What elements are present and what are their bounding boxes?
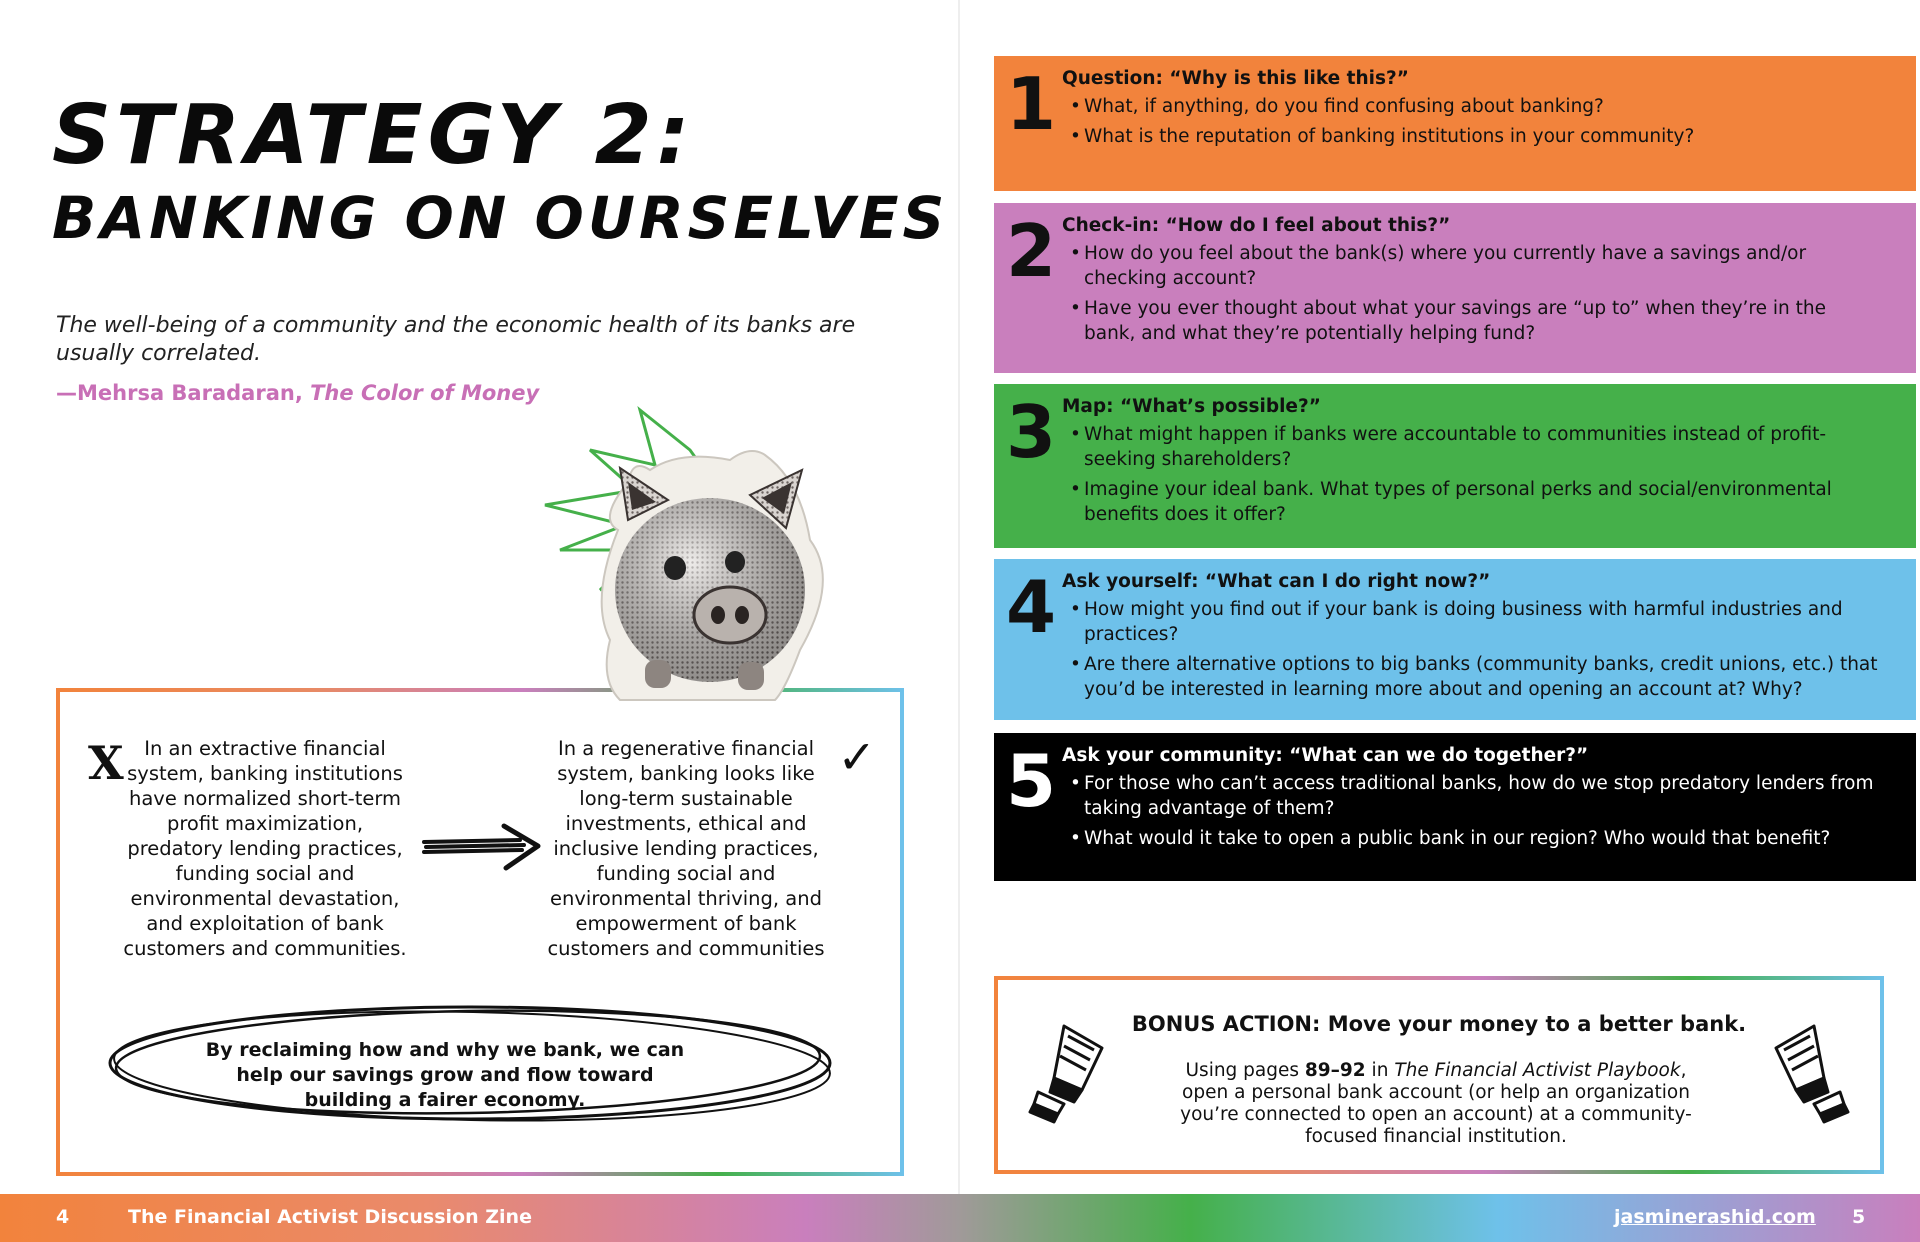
x-icon: X bbox=[88, 736, 124, 790]
footer-bar bbox=[0, 1194, 1920, 1242]
page-number-right: 5 bbox=[1852, 1206, 1866, 1228]
bonus-action-box bbox=[994, 976, 1884, 1174]
comparison-box bbox=[56, 688, 904, 1176]
attribution-author: —Mehrsa Baradaran, bbox=[56, 381, 311, 405]
check-icon: ✓ bbox=[837, 730, 876, 784]
page-subtitle: BANKING ON OURSELVES bbox=[52, 184, 949, 252]
card-list bbox=[1062, 94, 1882, 154]
right-page bbox=[960, 0, 1920, 1194]
card-heading: Ask yourself: “What can I do right now?” bbox=[1062, 571, 1491, 592]
card-list bbox=[1062, 771, 1882, 856]
card-list bbox=[1062, 422, 1882, 532]
card-question bbox=[994, 56, 1916, 191]
extractive-text: In an extractive financial system, banking institutions have normalized short-term profit maximization, predatory lending practices, funding social and environmental devastation, and exploitation of bank customers and communities. bbox=[123, 737, 407, 960]
card-ask-yourself bbox=[994, 559, 1916, 720]
bonus-text-part: , open a personal bank account (or help an organization you’re connected to open an account) at a community-focused financial institution. bbox=[1180, 1060, 1692, 1147]
list-item: • What, if anything, do you find confusing about banking? bbox=[1062, 94, 1882, 119]
card-number: 2 bbox=[1006, 209, 1057, 293]
bonus-book: The Financial Activist Playbook bbox=[1394, 1060, 1681, 1081]
list-item: • For those who can’t access traditional banks, how do we stop predatory lenders from taking advantage of them? bbox=[1062, 771, 1882, 821]
card-list bbox=[1062, 241, 1882, 351]
card-heading: Check-in: “How do I feel about this?” bbox=[1062, 215, 1451, 236]
list-item: • Imagine your ideal bank. What types of personal perks and social/environmental benefits does it offer? bbox=[1062, 477, 1882, 527]
bonus-pages: 89–92 bbox=[1304, 1060, 1366, 1081]
zine-title: The Financial Activist Discussion Zine bbox=[128, 1206, 532, 1228]
card-map bbox=[994, 384, 1916, 548]
quote: The well-being of a community and the economic health of its banks are usually correlated. bbox=[56, 313, 856, 366]
list-item: • How do you feel about the bank(s) where you currently have a savings and/or checking account? bbox=[1062, 241, 1882, 291]
card-ask-community bbox=[994, 733, 1916, 881]
list-item: • Are there alternative options to big banks (community banks, credit unions, etc.) that you’d be interested in learning more about and opening an account at? Why? bbox=[1062, 652, 1882, 702]
card-check-in bbox=[994, 203, 1916, 373]
bonus-text-part: in bbox=[1365, 1060, 1395, 1081]
list-item: • How might you find out if your bank is doing business with harmful industries and practices? bbox=[1062, 597, 1882, 647]
regenerative-text: In a regenerative financial system, banking looks like long-term sustainable investments, ethical and inclusive lending practices, funding social and environmental thriving, and empowerment of bank customers and communities bbox=[547, 737, 825, 960]
card-heading: Map: “What’s possible?” bbox=[1062, 396, 1321, 417]
bonus-title: BONUS ACTION: Move your money to a better bank. bbox=[1131, 1012, 1747, 1036]
list-item: • What might happen if banks were accountable to communities instead of profit-seeking shareholders? bbox=[1062, 422, 1882, 472]
card-heading: Ask your community: “What can we do together?” bbox=[1062, 745, 1589, 766]
page-title: STRATEGY 2: bbox=[52, 88, 695, 183]
megaphone-icon bbox=[1754, 1018, 1854, 1128]
list-item: • What is the reputation of banking institutions in your community? bbox=[1062, 124, 1882, 149]
card-heading: Question: “Why is this like this?” bbox=[1062, 68, 1409, 89]
card-number: 4 bbox=[1006, 565, 1057, 649]
card-number: 5 bbox=[1006, 739, 1057, 823]
card-number: 1 bbox=[1006, 62, 1057, 146]
piggy-bank-illustration bbox=[540, 390, 870, 720]
bonus-text bbox=[1166, 1060, 1706, 1148]
conclusion-text: By reclaiming how and why we bank, we can help our savings grow and flow toward building a fairer economy. bbox=[205, 1039, 685, 1111]
arrow-right-icon bbox=[420, 822, 544, 872]
quote-attribution bbox=[56, 381, 539, 405]
attribution-book: The Color of Money bbox=[310, 381, 540, 405]
card-number: 3 bbox=[1006, 390, 1057, 474]
card-list bbox=[1062, 597, 1882, 707]
bonus-text-part: Using pages bbox=[1185, 1060, 1305, 1081]
website-link[interactable]: jasminerashid.com bbox=[1614, 1206, 1816, 1228]
conclusion-oval bbox=[100, 1000, 840, 1126]
left-page bbox=[0, 0, 958, 1194]
page-number-left: 4 bbox=[56, 1206, 70, 1228]
list-item: • What would it take to open a public bank in our region? Who would that benefit? bbox=[1062, 826, 1882, 851]
list-item: • Have you ever thought about what your savings are “up to” when they’re in the bank, and what they’re potentially helping fund? bbox=[1062, 296, 1882, 346]
